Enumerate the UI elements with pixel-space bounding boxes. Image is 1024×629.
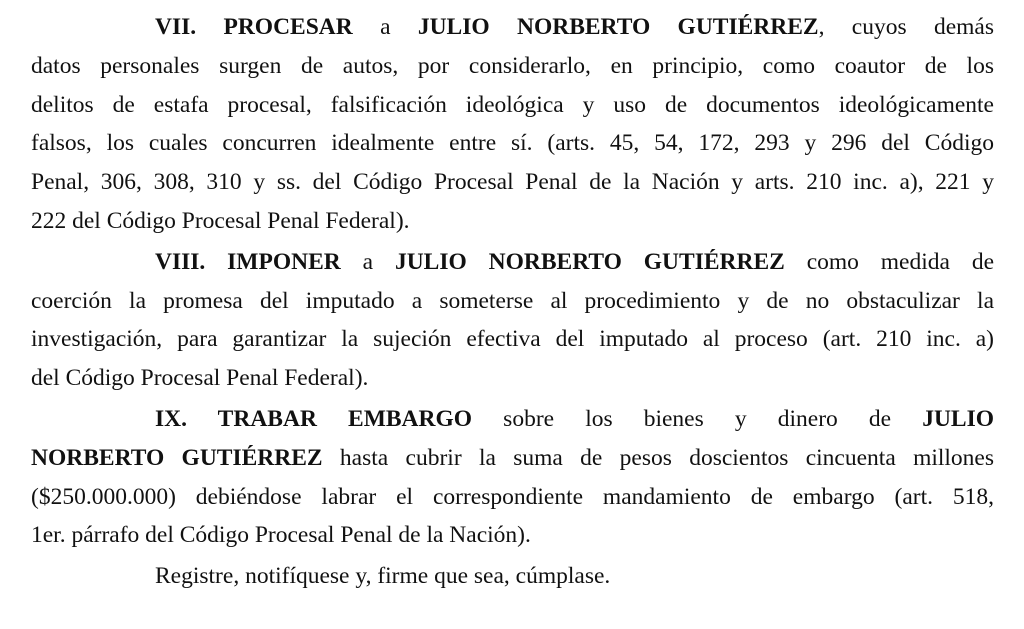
bold-text: JULIO NORBERTO GUTIÉRREZ bbox=[394, 248, 785, 275]
text-line bbox=[31, 320, 994, 359]
bold-text: JULIO NORBERTO GUTIÉRREZ bbox=[417, 14, 819, 40]
text-line bbox=[31, 516, 994, 555]
text-line bbox=[31, 163, 994, 202]
resolution-item-viii bbox=[31, 243, 994, 398]
document-page bbox=[31, 8, 994, 598]
resolution-item-vii bbox=[31, 8, 994, 241]
text: falsos, los cuales concurren idealmente entre sí. (arts. 45, 54, 172, 293 y 296 del Código bbox=[31, 130, 994, 157]
closing-formula bbox=[31, 557, 994, 596]
text-line bbox=[31, 86, 994, 125]
text-line bbox=[31, 359, 994, 398]
text-line bbox=[31, 243, 994, 282]
bold-text: VIII. IMPONER bbox=[155, 248, 341, 275]
text: delitos de estafa procesal, falsificación ideológica y uso de documentos ideológicamente bbox=[31, 91, 994, 118]
text-line bbox=[31, 202, 994, 241]
text: 1er. párrafo del Código Procesal Penal de la Nación). bbox=[31, 522, 531, 549]
text: , cuyos demás bbox=[818, 14, 994, 40]
text: del Código Procesal Penal Federal). bbox=[31, 365, 369, 392]
text: investigación, para garantizar la sujeción efectiva del imputado al proceso (art. 210 inc. a) bbox=[31, 326, 994, 353]
text: datos personales surgen de autos, por considerarlo, en principio, como coautor de los bbox=[31, 52, 994, 79]
text: como medida de bbox=[784, 248, 995, 275]
text-line bbox=[31, 439, 994, 478]
resolution-item-ix bbox=[31, 400, 994, 555]
text-line bbox=[31, 478, 994, 517]
text-line bbox=[31, 124, 994, 163]
text-line bbox=[31, 47, 994, 86]
text: Registre, notifíquese y, firme que sea, cúmplase. bbox=[155, 563, 611, 590]
text-line bbox=[31, 557, 994, 596]
text: Penal, 306, 308, 310 y ss. del Código Procesal Penal de la Nación y arts. 210 inc. a), 221 y bbox=[31, 169, 994, 196]
text: ($250.000.000) debiéndose labrar el correspondiente mandamiento de embargo (art. 518, bbox=[31, 483, 994, 510]
bold-text: JULIO bbox=[922, 405, 995, 432]
text: a bbox=[340, 248, 395, 275]
text: sobre los bienes y dinero de bbox=[472, 405, 923, 432]
bold-text: VII. PROCESAR bbox=[155, 14, 353, 40]
text-line bbox=[31, 400, 994, 439]
text: a bbox=[352, 14, 418, 40]
text-line bbox=[31, 8, 994, 47]
bold-text: NORBERTO GUTIÉRREZ bbox=[31, 444, 323, 471]
text: hasta cubrir la suma de pesos doscientos cincuenta millones bbox=[322, 444, 995, 471]
text: 222 del Código Procesal Penal Federal). bbox=[31, 207, 410, 234]
bold-text: IX. TRABAR EMBARGO bbox=[155, 405, 473, 432]
text: coerción la promesa del imputado a someterse al procedimiento y de no obstaculizar la bbox=[31, 287, 994, 314]
text-line bbox=[31, 282, 994, 321]
